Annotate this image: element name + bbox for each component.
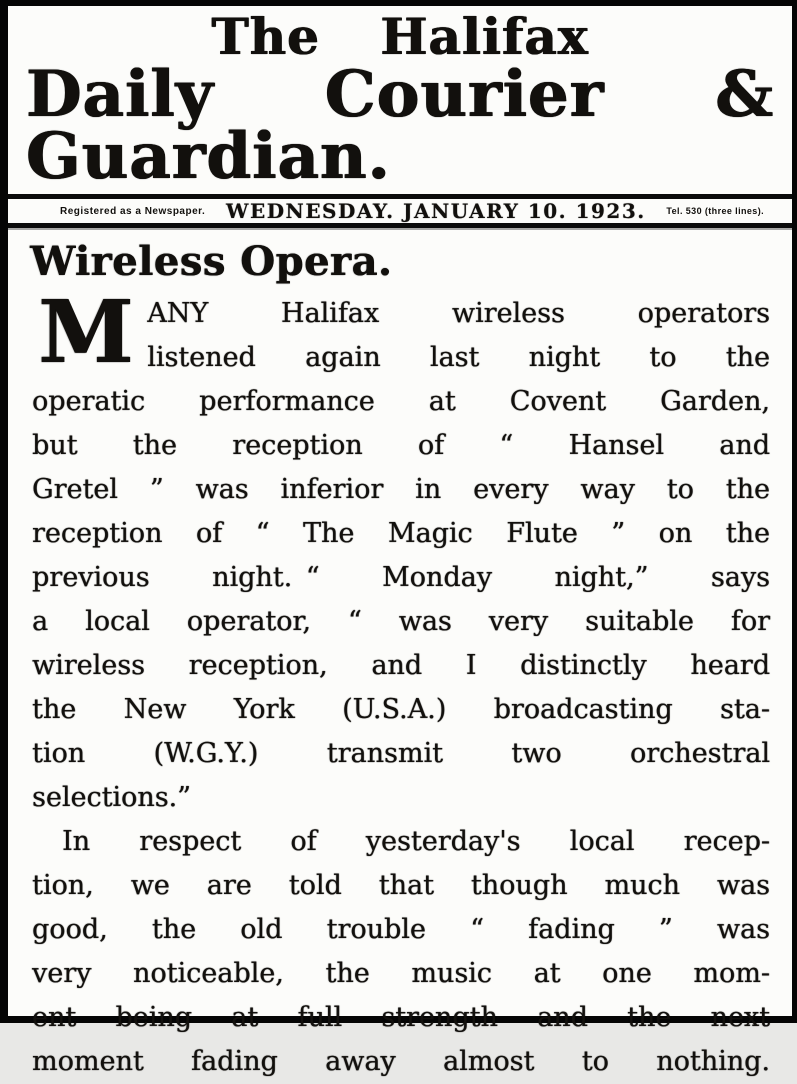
text-line: ent being at full strength and the next [32,1002,770,1033]
text-line: tion, we are told that though much was [32,870,770,901]
telephone-notice: Tel. 530 (three lines). [666,206,764,216]
text-line: listened again last night to the [147,342,770,373]
text-line: moment fading away almost to nothing. [32,1046,770,1077]
issue-date: WEDNESDAY. JANUARY 10. 1923. [225,199,646,223]
text-line: reception of “ The Magic Flute ” on the [32,518,770,549]
text-line: selections.” [32,782,191,813]
drop-cap: M [38,282,134,383]
text-line: operatic performance at Covent Garden, [32,386,770,417]
text-line: Gretel ” was inferior in every way to the [32,474,770,505]
text-line: wireless reception, and I distinctly heard [32,650,770,681]
text-line: tion (W.G.Y.) transmit two orchestral [32,738,770,769]
paragraph [32,820,770,1084]
masthead-line2: Daily Courier & Guardian. [26,57,774,194]
paragraph [32,282,770,820]
dateline-band [8,194,792,228]
text-line: previous night. “ Monday night,” says [32,562,770,593]
text-line: good, the old trouble “ fading ” was [32,914,770,945]
text-line: very noticeable, the music at one mom- [32,958,770,989]
text-line: In respect of yesterday's local recep- [62,826,770,857]
text-line: the New York (U.S.A.) broadcasting sta- [32,694,770,725]
registered-notice: Registered as a Newspaper. [60,205,206,217]
masthead-line1: The Halifax [211,7,589,66]
article-body [8,282,792,1084]
text-line: a local operator, “ was very suitable for [32,606,770,637]
text-line: but the reception of “ Hansel and [32,430,770,461]
text-line: ANY Halifax wireless operators [147,298,770,329]
article-headline: Wireless Opera. [30,238,393,285]
